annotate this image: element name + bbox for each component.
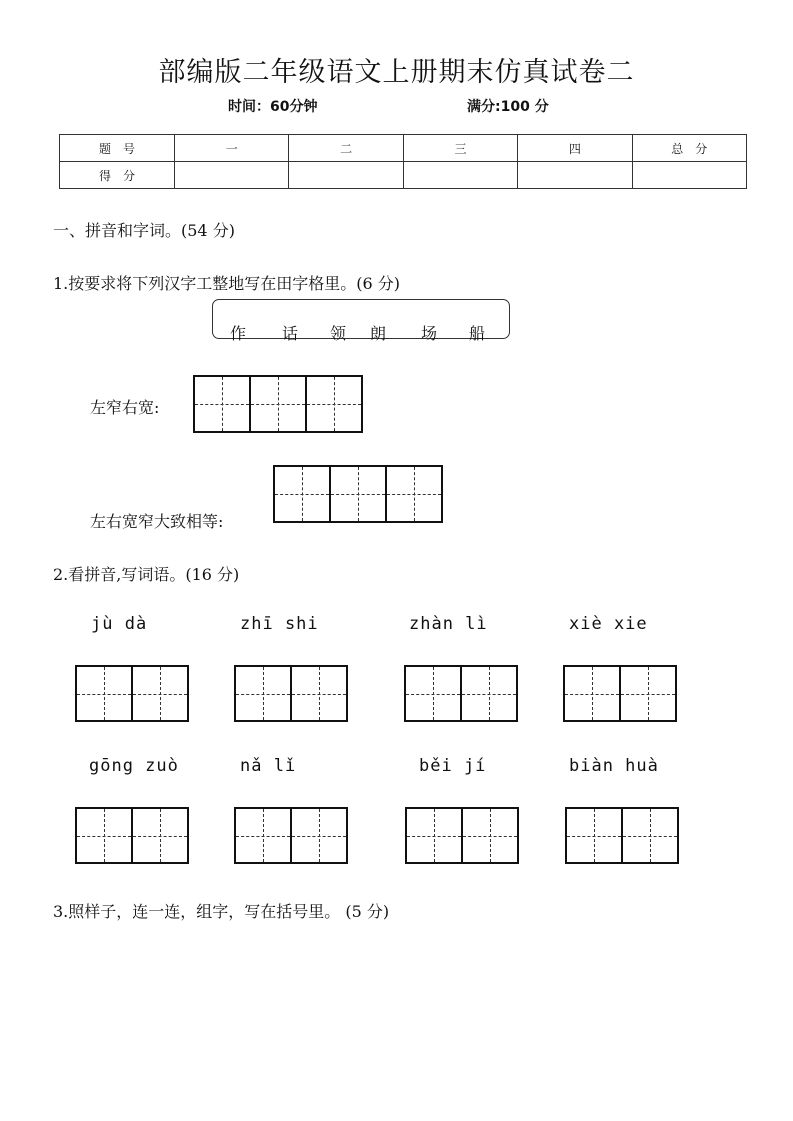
label-narrow-left-wide-right: 左窄右宽:: [90, 398, 160, 417]
tianzige-grid[interactable]: [75, 665, 189, 722]
character: 作: [230, 324, 247, 343]
pinyin-label: xiè xie: [569, 614, 648, 634]
grid-cell[interactable]: [567, 809, 623, 862]
score-table-header-cell: 题 号: [60, 135, 175, 162]
grid-cell[interactable]: [236, 667, 292, 720]
tianzige-grid[interactable]: [234, 665, 348, 722]
grid-cell[interactable]: [292, 667, 346, 720]
character: 船: [469, 324, 486, 343]
grid-cell[interactable]: [621, 667, 675, 720]
score-table-header-cell: 四: [518, 135, 632, 162]
tianzige-grid[interactable]: [234, 807, 348, 864]
tianzige-grid[interactable]: [405, 807, 519, 864]
score-table-header-cell: 二: [289, 135, 403, 162]
grid-cell[interactable]: [463, 809, 517, 862]
tianzige-grid[interactable]: [273, 465, 443, 523]
pinyin-label: zhàn lì: [409, 614, 488, 634]
score-table-score-row: [60, 162, 747, 189]
grid-cell[interactable]: [387, 467, 441, 521]
grid-cell[interactable]: [331, 467, 387, 521]
character: 场: [421, 324, 438, 343]
pinyin-label: běi jí: [419, 756, 487, 776]
score-table-header-row: [60, 135, 747, 162]
grid-cell[interactable]: [133, 809, 187, 862]
tianzige-grid[interactable]: [75, 807, 189, 864]
score-cell[interactable]: [289, 162, 403, 189]
score-table: [59, 134, 747, 189]
score-table-header-cell: 一: [175, 135, 289, 162]
score-row-label: 得 分: [60, 162, 175, 189]
grid-cell[interactable]: [251, 377, 307, 431]
pinyin-label: jù dà: [91, 614, 148, 634]
score-cell[interactable]: [632, 162, 746, 189]
grid-cell[interactable]: [133, 667, 187, 720]
pinyin-label: gōng zuò: [89, 756, 179, 776]
grid-cell[interactable]: [307, 377, 361, 431]
question-2-text: 2.看拼音,写词语。(16 分): [53, 565, 240, 584]
grid-cell[interactable]: [77, 667, 133, 720]
grid-cell[interactable]: [407, 809, 463, 862]
character: 话: [282, 324, 299, 343]
tianzige-grid[interactable]: [563, 665, 677, 722]
tianzige-grid[interactable]: [565, 807, 679, 864]
page-title: 部编版二年级语文上册期末仿真试卷二: [158, 57, 635, 88]
score-table-header-cell: 三: [403, 135, 517, 162]
grid-cell[interactable]: [77, 809, 133, 862]
grid-cell[interactable]: [275, 467, 331, 521]
pinyin-label: nǎ lǐ: [240, 756, 297, 776]
score-table-header-cell: 总 分: [632, 135, 746, 162]
character: 领: [330, 324, 347, 343]
character-box: [212, 299, 510, 339]
full-score: 满分:100 分: [467, 99, 549, 115]
grid-cell[interactable]: [236, 809, 292, 862]
exam-time: 时间：60分钟: [228, 99, 318, 115]
question-3-text: 3.照样子，连一连，组字，写在括号里。 (5 分): [53, 902, 390, 921]
grid-cell[interactable]: [195, 377, 251, 431]
pinyin-label: biàn huà: [569, 756, 659, 776]
grid-cell[interactable]: [565, 667, 621, 720]
grid-cell[interactable]: [292, 809, 346, 862]
grid-cell[interactable]: [462, 667, 516, 720]
question-1-text: 1.按要求将下列汉字工整地写在田字格里。(6 分): [53, 274, 401, 293]
score-cell[interactable]: [518, 162, 632, 189]
grid-cell[interactable]: [406, 667, 462, 720]
section-1-heading: 一、拼音和字词。(54 分): [53, 221, 235, 240]
character: 朗: [370, 324, 387, 343]
tianzige-grid[interactable]: [404, 665, 518, 722]
label-equal-width: 左右宽窄大致相等:: [90, 512, 224, 531]
tianzige-grid[interactable]: [193, 375, 363, 433]
score-cell[interactable]: [403, 162, 517, 189]
pinyin-label: zhī shi: [240, 614, 319, 634]
grid-cell[interactable]: [623, 809, 677, 862]
score-cell[interactable]: [175, 162, 289, 189]
